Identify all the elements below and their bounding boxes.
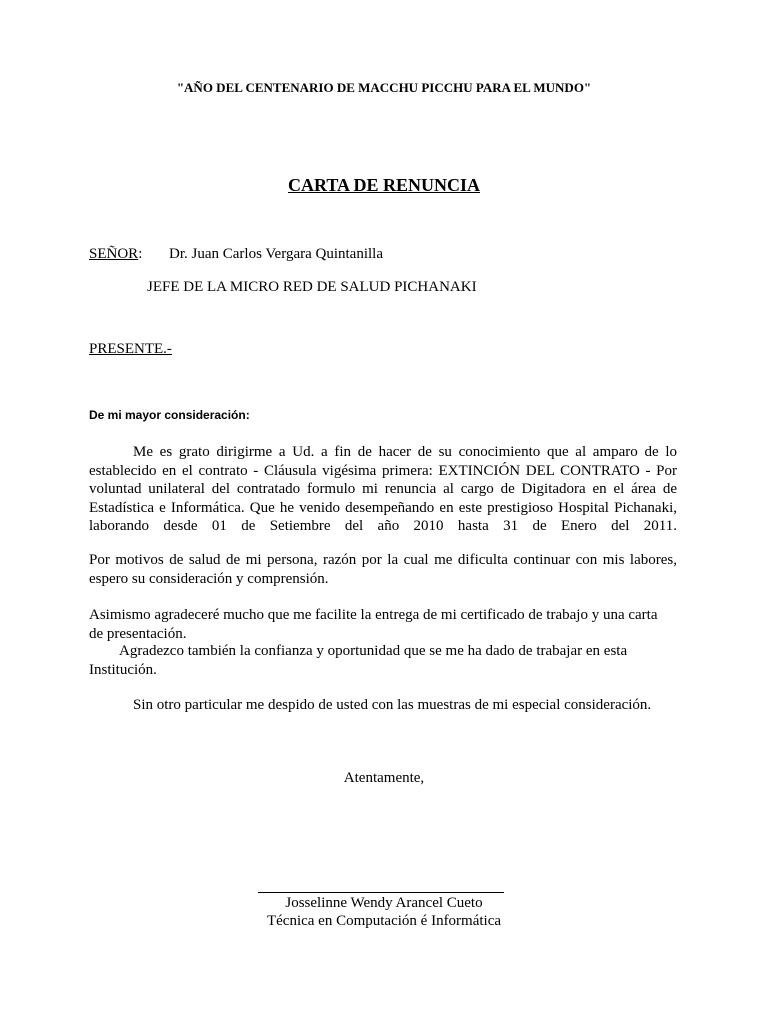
salutation: De mi mayor consideración: bbox=[89, 408, 250, 422]
signature-title: Técnica en Computación é Informática bbox=[266, 913, 502, 929]
paragraph-1-line: voluntad unilateral del contratado formulo mi renuncia al cargo de Digitadora en el área de bbox=[89, 481, 677, 497]
paragraph-2-line: Por motivos de salud de mi persona, razón por la cual me dificulta continuar con mis labores, bbox=[89, 552, 677, 568]
recipient-label: SEÑOR bbox=[89, 246, 139, 262]
presente-heading: PRESENTE.- bbox=[89, 341, 172, 357]
paragraph-1-line: establecido en el contrato - Cláusula vigésima primera: EXTINCIÓN DEL CONTRATO - Por bbox=[89, 462, 677, 479]
paragraph-3-line: de presentación. bbox=[89, 625, 187, 642]
body-paragraph-1 bbox=[89, 443, 677, 536]
paragraph-3-line: Asimismo agradeceré mucho que me facilite la entrega de mi certificado de trabajo y una carta bbox=[89, 607, 658, 623]
paragraph-1-line: Estadística e Informática. Que he venido desempeñando en este prestigioso Hospital Pichanaki, bbox=[89, 499, 677, 516]
body-paragraph-2 bbox=[89, 551, 677, 588]
recipient-position: JEFE DE LA MICRO RED DE SALUD PICHANAKI bbox=[147, 279, 477, 295]
paragraph-1-line: Me es grato dirigirme a Ud. a fin de hacer de su conocimiento que al amparo de lo bbox=[133, 444, 677, 460]
paragraph-4-line: Institución. bbox=[89, 661, 157, 678]
body-paragraph-4 bbox=[89, 642, 677, 679]
body-paragraph-5: Sin otro particular me despido de usted con las muestras de mi especial consideración. bbox=[133, 697, 652, 713]
recipient-label-row bbox=[89, 245, 142, 263]
recipient-colon: : bbox=[138, 246, 143, 262]
paragraph-4-line: Agradezco también la confianza y oportunidad que se me ha dado de trabajar en esta bbox=[119, 643, 628, 659]
letter-title-text: CARTA DE RENUNCIA bbox=[287, 175, 481, 195]
paragraph-2-line: espero su consideración y comprensión. bbox=[89, 570, 329, 587]
body-paragraph-3 bbox=[89, 606, 677, 643]
motto-header: "AÑO DEL CENTENARIO DE MACCHU PICCHU PARA EL MUNDO" bbox=[176, 80, 592, 95]
letter-title bbox=[0, 175, 768, 196]
signature-name: Josselinne Wendy Arancel Cueto bbox=[285, 895, 483, 911]
signature-line bbox=[258, 892, 504, 893]
closing: Atentamente, bbox=[343, 770, 425, 786]
recipient-name: Dr. Juan Carlos Vergara Quintanilla bbox=[169, 246, 383, 262]
paragraph-1-line: laborando desde 01 de Setiembre del año 2010 hasta 31 de Enero del 2011. bbox=[89, 518, 677, 534]
